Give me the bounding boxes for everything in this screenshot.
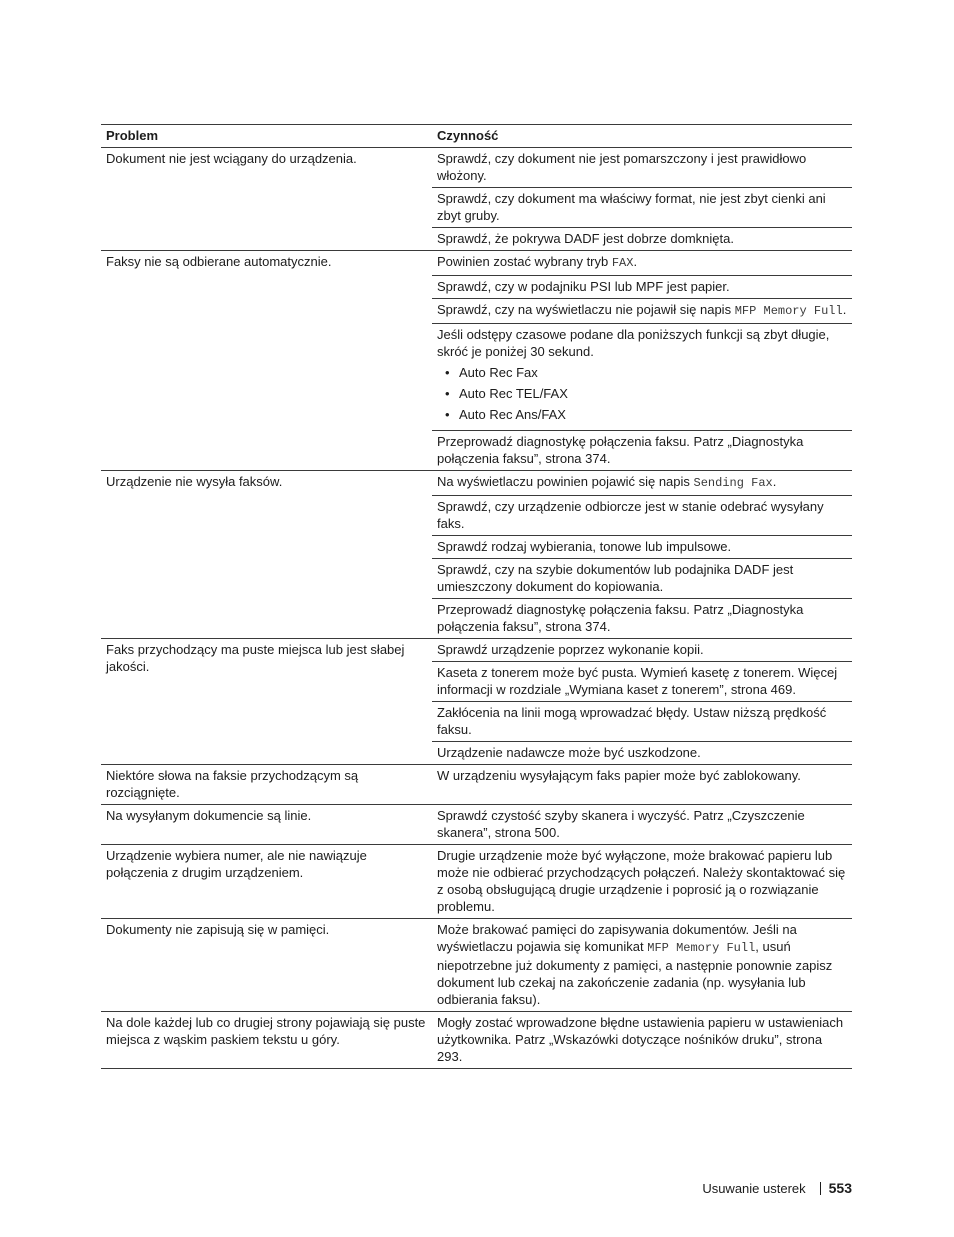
troubleshooting-table [101, 124, 852, 1069]
action-cell [432, 324, 852, 431]
action-text: Zakłócenia na linii mogą wprowadzać błędy. Ustaw niższą prędkość faksu. [437, 705, 827, 737]
action-text: Na wyświetlaczu powinien pojawić się napis [437, 474, 694, 489]
action-text: Kaseta z tonerem może być pusta. Wymień kasetę z tonerem. Więcej informacji w rozdziale „Wymiana kaset z tonerem”, strona 469. [437, 665, 838, 697]
action-column [432, 765, 852, 804]
action-text: Sprawdź, czy na wyświetlaczu nie pojawił się napis [437, 302, 735, 317]
table-row [101, 919, 852, 1012]
action-text: Drugie urządzenie może być wyłączone, może brakować papieru lub może nie odbierać przychodzących połączeń. Należy skontaktować się z osobą obsługującą drugie urządzenie i poprosić ją o rozwiązanie problemu. [437, 848, 846, 914]
table-row [101, 845, 852, 919]
action-cell [432, 276, 852, 299]
action-cell [432, 188, 852, 228]
action-column [432, 639, 852, 764]
display-message-text: MFP Memory Full [647, 941, 756, 955]
action-column [432, 251, 852, 470]
action-cell [432, 1012, 852, 1068]
table-row [101, 765, 852, 805]
bullet-icon: • [445, 386, 450, 401]
problem-cell: Niektóre słowa na faksie przychodzącym są rozciągnięte. [106, 768, 359, 800]
bullet-list [437, 364, 847, 423]
action-cell [432, 299, 852, 324]
action-column [432, 919, 852, 1011]
problem-cell: Na wysyłanym dokumencie są linie. [106, 808, 312, 823]
action-text: Sprawdź czystość szyby skanera i wyczyść. Patrz „Czyszczenie skanera”, strona 500. [437, 808, 805, 840]
action-cell [432, 805, 852, 844]
action-cell [432, 599, 852, 638]
action-column [432, 1012, 852, 1068]
problem-cell: Dokumenty nie zapisują się w pamięci. [106, 922, 330, 937]
action-cell [432, 639, 852, 662]
action-text: Mogły zostać wprowadzone błędne ustawienia papieru w ustawieniach użytkownika. Patrz „Wskazówki dotyczące nośników druku”, strona 293. [437, 1015, 844, 1064]
table-header [101, 125, 852, 148]
table-row [101, 251, 852, 471]
bullet-text: Auto Rec TEL/FAX [459, 386, 568, 401]
problem-cell: Urządzenie wybiera numer, ale nie nawiązuje połączenia z drugim urządzeniem. [106, 848, 367, 880]
problem-cell: Urządzenie nie wysyła faksów. [106, 474, 283, 489]
action-cell [432, 496, 852, 536]
action-text: Sprawdź rodzaj wybierania, tonowe lub impulsowe. [437, 539, 732, 554]
action-cell [432, 431, 852, 470]
action-cell [432, 471, 852, 496]
bullet-item [445, 406, 847, 423]
problem-cell: Na dole każdej lub co drugiej strony pojawiają się puste miejsca z wąskim paskiem tekstu u góry. [106, 1015, 426, 1047]
action-text: Sprawdź, czy w podajniku PSI lub MPF jest papier. [437, 279, 730, 294]
page-number: 553 [828, 1180, 852, 1196]
problem-cell: Faks przychodzący ma puste miejsca lub jest słabej jakości. [106, 642, 405, 674]
footer-section-title: Usuwanie usterek [702, 1181, 806, 1196]
action-cell [432, 228, 852, 250]
action-text: , usuń niepotrzebne już dokumenty z pamięci, a następnie ponownie zapisz dokument lub czekaj na zakończenie zadania (np. wysyłania lub odbierania faksu). [437, 939, 833, 1007]
action-cell [432, 845, 852, 918]
action-cell [432, 148, 852, 188]
action-text: Sprawdź, czy na szybie dokumentów lub podajnika DADF jest umieszczony dokument do kopiowania. [437, 562, 794, 594]
action-column [432, 805, 852, 844]
display-message-text: FAX [611, 256, 634, 270]
display-message-text: MFP Memory Full [734, 304, 843, 318]
footer-divider [820, 1182, 821, 1195]
action-cell [432, 662, 852, 702]
bullet-text: Auto Rec Ans/FAX [459, 407, 566, 422]
table-row [101, 471, 852, 639]
table-row [101, 148, 852, 251]
action-text: . [842, 302, 847, 317]
action-text: Jeśli odstępy czasowe podane dla poniższych funkcji są zbyt długie, skróć je poniżej 30 sekund. [437, 327, 830, 359]
action-cell [432, 559, 852, 599]
bullet-item [445, 364, 847, 381]
action-column [432, 148, 852, 250]
action-text: Sprawdź, czy urządzenie odbiorcze jest w stanie odebrać wysyłany faks. [437, 499, 824, 531]
table-body [101, 148, 852, 1069]
problem-cell: Faksy nie są odbierane automatycznie. [106, 254, 332, 269]
bullet-item [445, 385, 847, 402]
page-footer [702, 1180, 852, 1197]
action-cell [432, 765, 852, 787]
action-text: . [633, 254, 638, 269]
action-text: Przeprowadź diagnostykę połączenia faksu. Patrz „Diagnostyka połączenia faksu”, strona 374. [437, 434, 804, 466]
action-cell [432, 251, 852, 276]
action-text: Sprawdź urządzenie poprzez wykonanie kopii. [437, 642, 704, 657]
action-text: Sprawdź, czy dokument ma właściwy format, nie jest zbyt cienki ani zbyt gruby. [437, 191, 826, 223]
problem-cell: Dokument nie jest wciągany do urządzenia. [106, 151, 357, 166]
action-text: Sprawdź, czy dokument nie jest pomarszczony i jest prawidłowo włożony. [437, 151, 807, 183]
bullet-text: Auto Rec Fax [459, 365, 538, 380]
action-column [432, 471, 852, 638]
header-action: Czynność [437, 128, 499, 143]
action-cell [432, 742, 852, 764]
action-text: . [772, 474, 777, 489]
action-text: W urządzeniu wysyłającym faks papier może być zablokowany. [437, 768, 801, 783]
table-row [101, 639, 852, 765]
table-row [101, 805, 852, 845]
action-cell [432, 702, 852, 742]
action-text: Urządzenie nadawcze może być uszkodzone. [437, 745, 701, 760]
action-text: Może brakować pamięci do zapisywania dokumentów. Jeśli na wyświetlaczu pojawia się komunikat [437, 922, 797, 954]
header-problem: Problem [106, 128, 159, 143]
display-message-text: Sending Fax [693, 476, 773, 490]
action-text: Powinien zostać wybrany tryb [437, 254, 612, 269]
action-column [432, 845, 852, 918]
action-text: Sprawdź, że pokrywa DADF jest dobrze domknięta. [437, 231, 734, 246]
bullet-icon: • [445, 407, 450, 422]
bullet-icon: • [445, 365, 450, 380]
action-cell [432, 919, 852, 1011]
action-cell [432, 536, 852, 559]
action-text: Przeprowadź diagnostykę połączenia faksu. Patrz „Diagnostyka połączenia faksu”, strona 374. [437, 602, 804, 634]
table-row [101, 1012, 852, 1069]
